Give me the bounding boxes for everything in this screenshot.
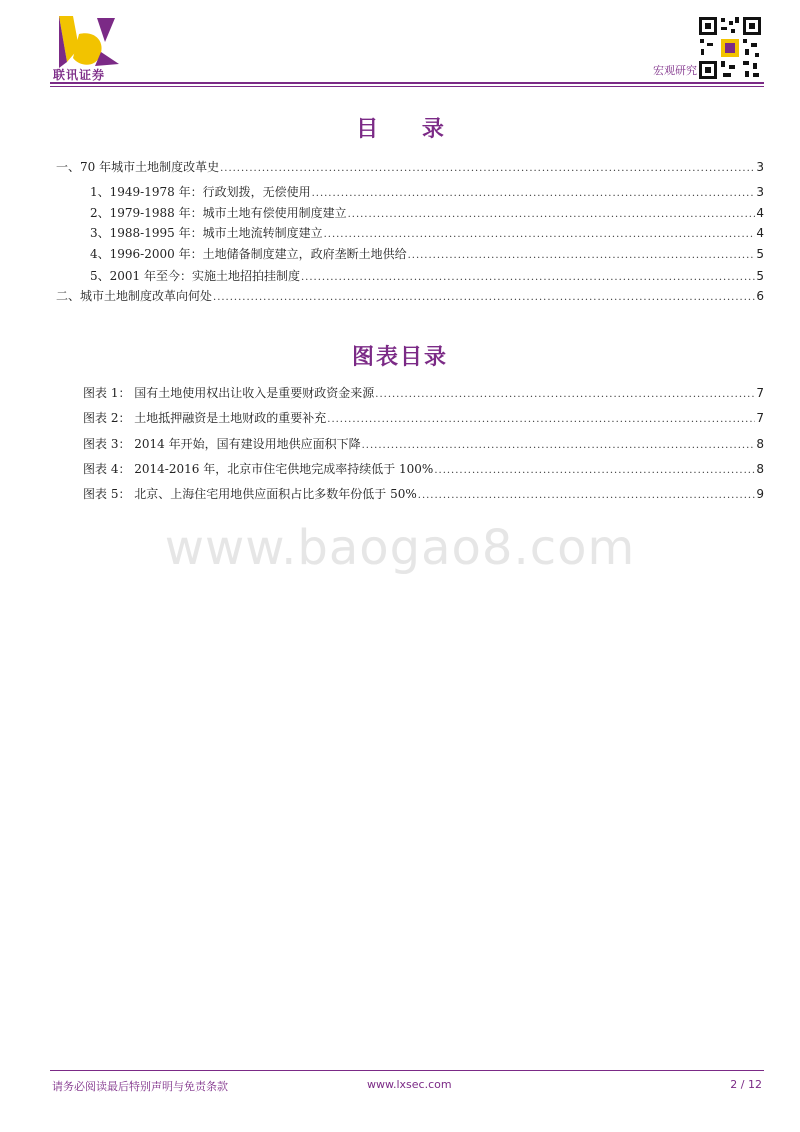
footer-divider [50,1070,764,1071]
section-label: 宏观研究 [653,64,697,77]
toc-leader [312,188,756,199]
toc-leader [418,490,756,501]
toc-item-page: 5 [756,269,764,283]
figures-title: 图表目录 [351,345,448,370]
toc-item[interactable] [90,183,764,201]
figure-item[interactable] [83,485,764,503]
toc-leader [213,292,755,303]
toc-item-label: 2、1979-1988 年：城市土地有偿使用制度建立 [90,206,347,220]
watermark: www.baogao8.com [164,520,636,576]
toc-title: 目 录 [356,117,462,142]
figure-item[interactable] [83,460,764,478]
toc-item[interactable] [56,287,764,305]
toc-leader [301,272,755,283]
figure-item-page: 8 [756,462,764,476]
toc-leader [375,389,755,400]
toc-leader [327,414,755,425]
toc-item-label: 5、2001 年至今：实施土地招拍挂制度 [90,269,300,283]
toc-item[interactable] [90,204,764,222]
toc-leader [362,440,756,451]
toc-item-label: 3、1988-1995 年：城市土地流转制度建立 [90,226,323,240]
figure-item-page: 9 [756,487,764,501]
toc-item-page: 3 [756,160,764,174]
figure-item[interactable] [83,409,764,427]
figure-item-label: 图表 5： 北京、上海住宅用地供应面积占比多数年份低于 50% [83,487,417,501]
toc-item[interactable] [90,224,764,242]
figure-item-label: 图表 2： 土地抵押融资是土地财政的重要补充 [83,411,327,425]
footer-disclaimer[interactable]: 请务必阅读最后特别声明与免责条款 [52,1080,228,1093]
figure-item-label: 图表 1： 国有土地使用权出让收入是重要财政资金来源 [83,386,375,400]
figure-item-page: 7 [756,411,764,425]
figure-item-label: 图表 3： 2014 年开始，国有建设用地供应面积下降 [83,437,361,451]
toc-item-page: 4 [756,206,764,220]
toc-item-label: 一、70 年城市土地制度改革史 [56,160,220,174]
toc-item-label: 二、城市土地制度改革向何处 [56,289,213,303]
toc-item-page: 5 [756,247,764,261]
qr-code-icon [697,15,763,81]
toc-item-label: 4、1996-2000 年：土地储备制度建立，政府垄断土地供给 [90,247,407,261]
toc-item-page: 3 [756,185,764,199]
figure-item[interactable] [83,384,764,402]
toc-item-page: 6 [756,289,764,303]
toc-item[interactable] [56,158,764,176]
toc-leader [324,229,756,240]
figure-item[interactable] [83,435,764,453]
toc-leader [408,250,756,261]
footer-website-link[interactable]: www.lxsec.com [367,1078,452,1091]
toc-item[interactable] [90,267,764,285]
toc-item-page: 4 [756,226,764,240]
figure-item-label: 图表 4： 2014-2016 年，北京市住宅供地完成率持续低于 100% [83,462,434,476]
page-header [0,0,800,90]
header-divider [50,82,764,84]
toc-leader [434,465,755,476]
toc-leader [220,163,755,174]
figure-item-page: 8 [756,437,764,451]
toc-item[interactable] [90,245,764,263]
toc-leader [348,209,756,220]
figure-item-page: 7 [756,386,764,400]
page-number: 2 / 12 [730,1078,762,1091]
header-divider-thin [50,86,764,87]
toc-item-label: 1、1949-1978 年：行政划拨，无偿使用 [90,185,311,199]
logo-text: 联讯证券 [53,68,106,82]
